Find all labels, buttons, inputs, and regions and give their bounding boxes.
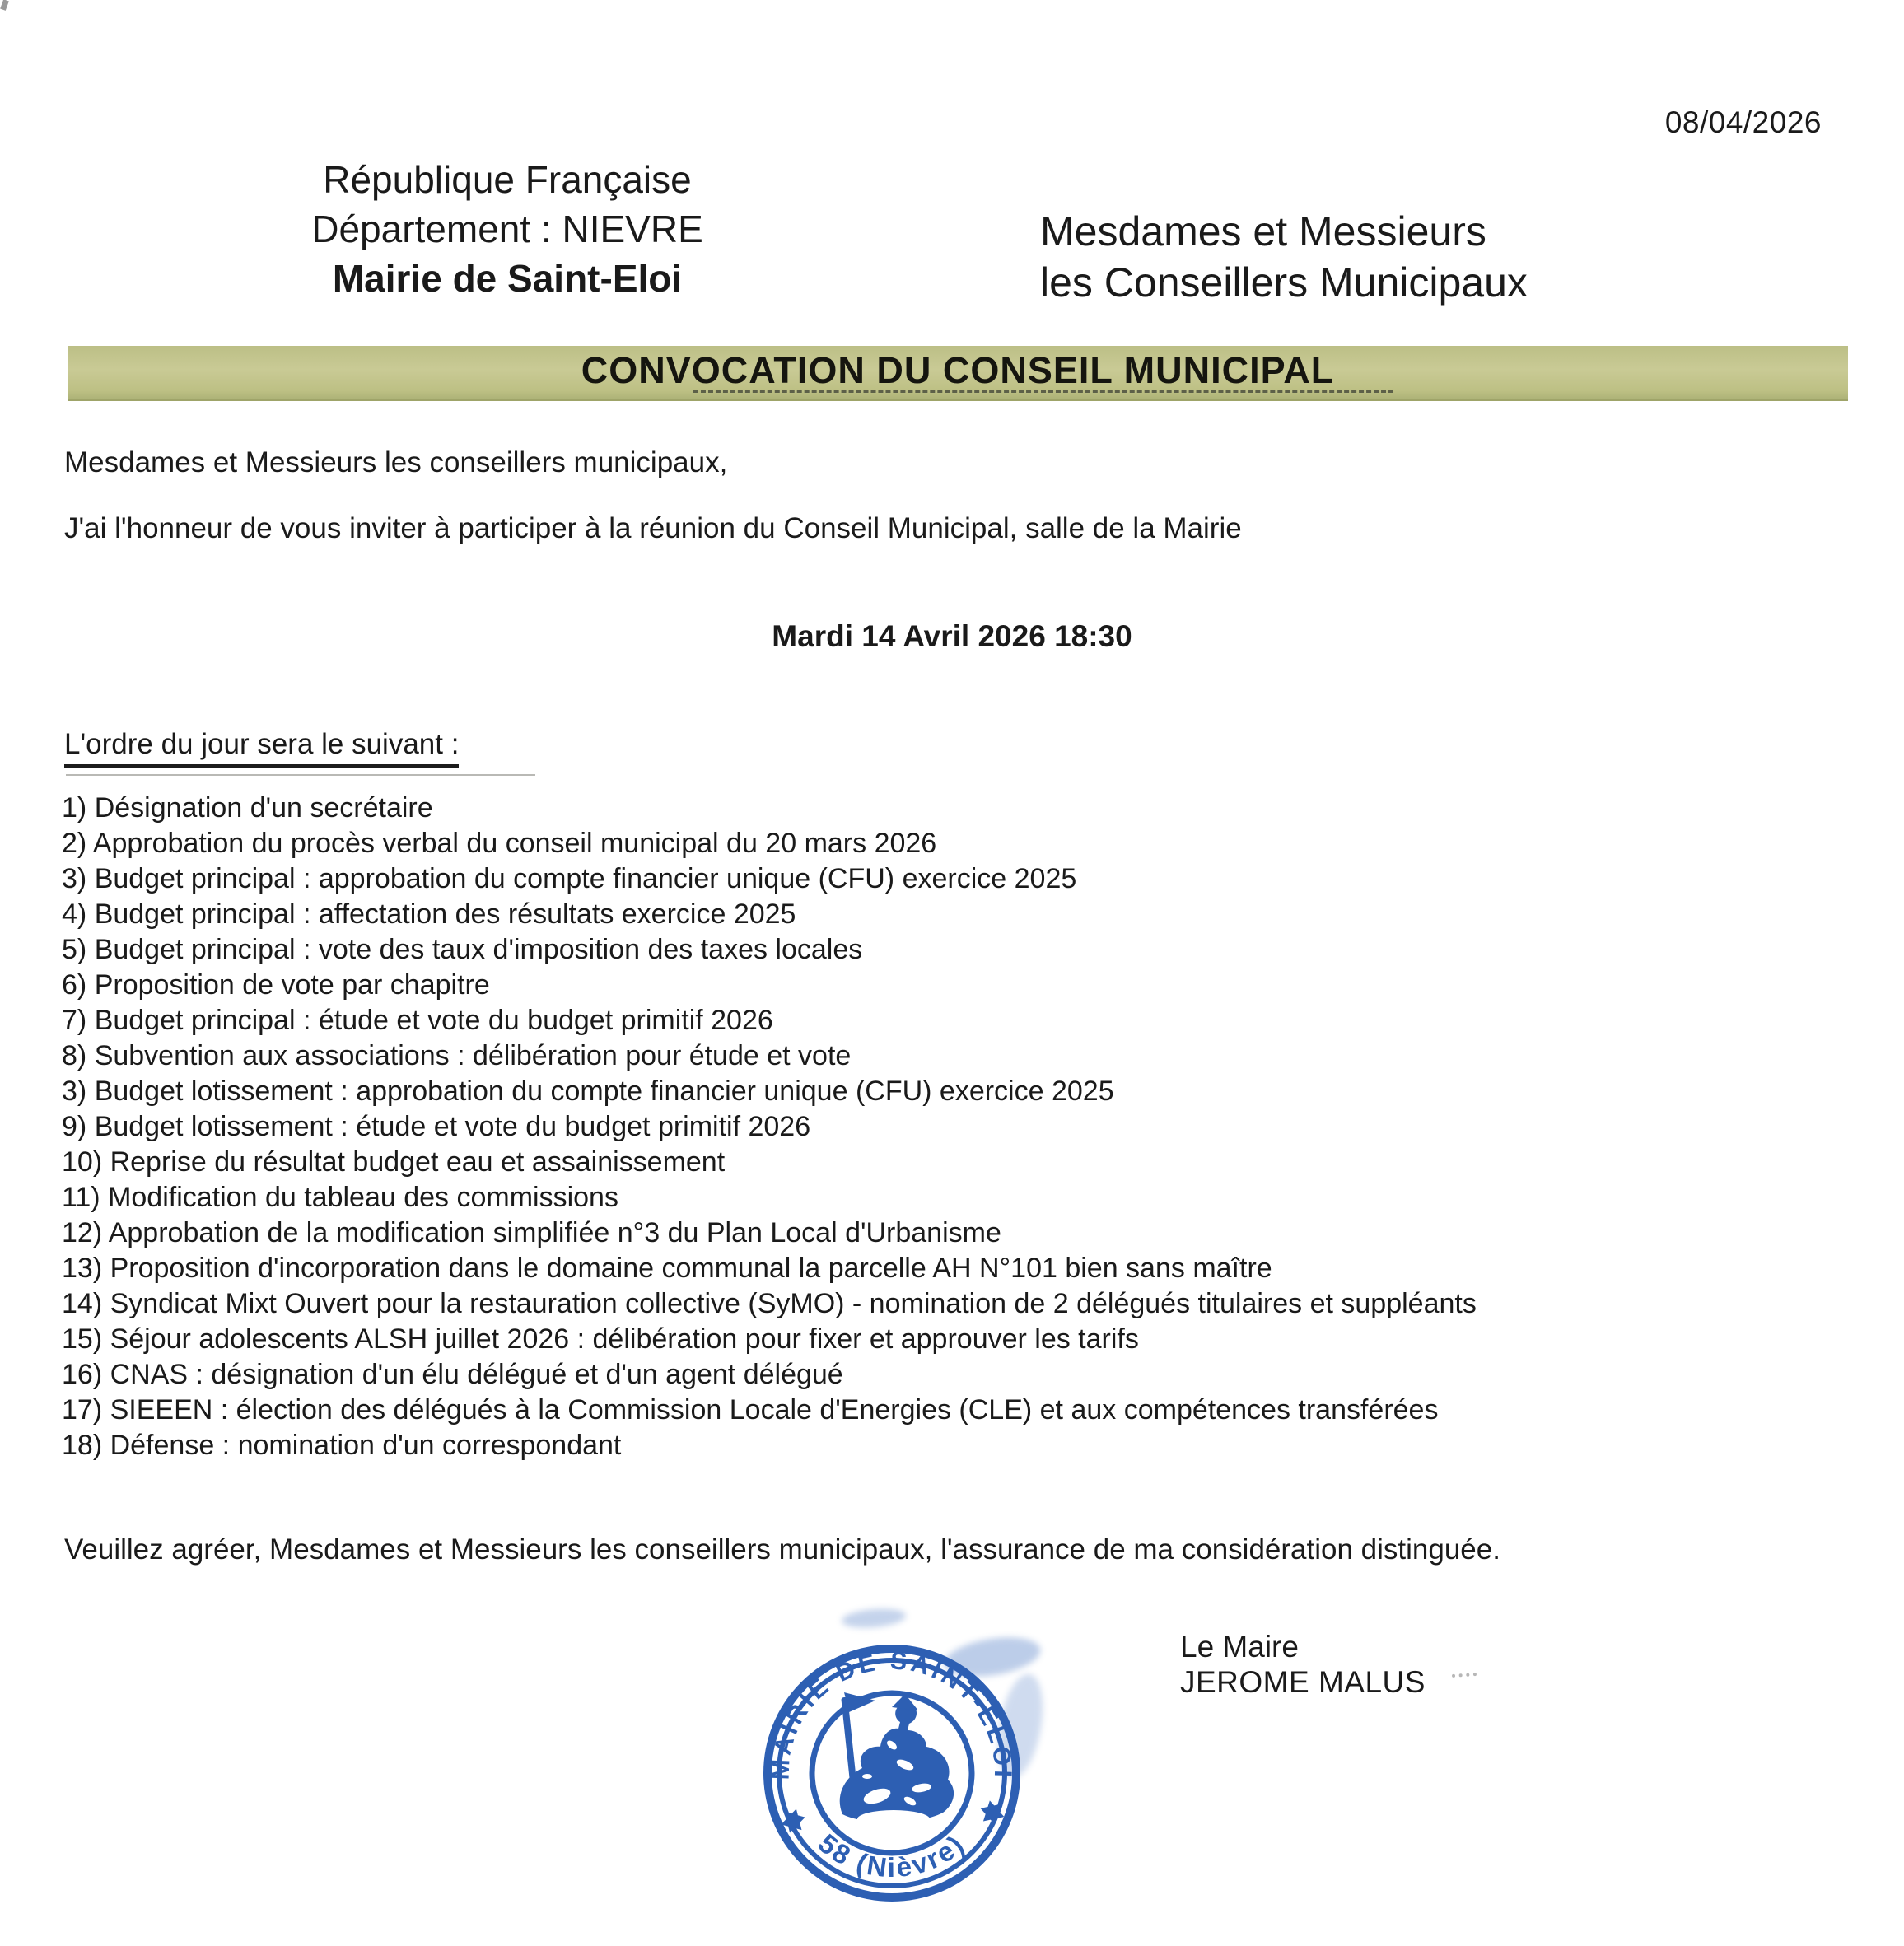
agenda-item-text: Proposition de vote par chapitre <box>94 969 490 1001</box>
agenda-item-text: Budget principal : étude et vote du budget primitif 2026 <box>94 1005 773 1036</box>
scan-artifact-line <box>693 390 1393 393</box>
agenda-item <box>62 1251 1477 1286</box>
agenda-item-number: 2) <box>62 828 93 859</box>
agenda-item-number: 14) <box>62 1288 110 1319</box>
agenda-item-text: Proposition d'incorporation dans le domaine communal la parcelle AH N°101 bien sans maître <box>110 1253 1272 1284</box>
document-title: CONVOCATION DU CONSEIL MUNICIPAL <box>581 349 1335 391</box>
title-banner <box>68 346 1848 401</box>
agenda-heading: L'ordre du jour sera le suivant : <box>64 728 459 768</box>
agenda-item <box>62 968 1477 1003</box>
agenda-item <box>62 932 1477 968</box>
agenda-item-text: Budget lotissement : approbation du compte financier unique (CFU) exercice 2025 <box>94 1076 1114 1107</box>
agenda-item-number: 7) <box>62 1005 95 1036</box>
agenda-item <box>62 1286 1477 1322</box>
agenda-item <box>62 1428 1477 1463</box>
stamp-top-text: MAIRIE DE SAINT-ELOI <box>767 1647 1017 1781</box>
agenda-item-number: 5) <box>62 934 95 965</box>
agenda-item-number: 9) <box>62 1111 95 1142</box>
recipient-line-2: les Conseillers Municipaux <box>1040 259 1528 306</box>
scan-noise <box>1452 1673 1477 1678</box>
agenda-item-number: 11) <box>62 1182 109 1213</box>
meeting-datetime: Mardi 14 Avril 2026 18:30 <box>772 619 1132 653</box>
recipient-header <box>1040 206 1528 308</box>
agenda-item-text: Budget lotissement : étude et vote du budget primitif 2026 <box>94 1111 811 1142</box>
agenda-item-text: Syndicat Mixt Ouvert pour la restauration collective (SyMO) - nomination de 2 délégués titulaires et suppléants <box>110 1288 1477 1319</box>
agenda-item-text: Subvention aux associations : délibération pour étude et vote <box>94 1040 852 1071</box>
agenda-item-text: CNAS : désignation d'un élu délégué et d'un agent délégué <box>110 1359 843 1390</box>
agenda-item-text: Budget principal : vote des taux d'imposition des taxes locales <box>94 934 863 965</box>
closing-sentence: Veuillez agréer, Mesdames et Messieurs les conseillers municipaux, l'assurance de ma considération distinguée. <box>64 1533 1500 1566</box>
agenda-item-number: 8) <box>62 1040 95 1071</box>
agenda-item <box>62 1322 1477 1357</box>
stamp-bottom-text: 58 (Nièvre) <box>812 1827 972 1883</box>
agenda-item-text: Séjour adolescents ALSH juillet 2026 : délibération pour fixer et approuver les tarifs <box>110 1323 1139 1355</box>
agenda-item-text: Approbation du procès verbal du conseil municipal du 20 mars 2026 <box>92 828 937 859</box>
signer-name: JEROME MALUS <box>1180 1665 1426 1699</box>
agenda-item <box>62 1074 1477 1109</box>
agenda-item <box>62 861 1477 897</box>
agenda-item <box>62 1216 1477 1251</box>
letter-date: 08/04/2026 <box>1664 105 1822 139</box>
agenda-item-text: SIEEEN : élection des délégués à la Commission Locale d'Energies (CLE) et aux compétences transférées <box>110 1394 1439 1426</box>
agenda-item <box>62 1038 1477 1074</box>
agenda-item <box>62 897 1477 932</box>
scan-speck <box>0 0 9 11</box>
agenda-item-number: 3) <box>62 863 95 894</box>
agenda-item-number: 18) <box>62 1430 110 1461</box>
agenda-item-number: 6) <box>62 969 95 1001</box>
agenda-item-number: 1) <box>62 792 95 824</box>
signature-block <box>1180 1629 1426 1700</box>
agenda-item-number: 13) <box>62 1253 110 1284</box>
agenda-item-text: Budget principal : approbation du compte financier unique (CFU) exercice 2025 <box>94 863 1077 894</box>
departement-line: Département : NIEVRE <box>311 208 703 250</box>
agenda-item <box>62 1393 1477 1428</box>
agenda-item-text: Budget principal : affectation des résultats exercice 2025 <box>94 898 796 930</box>
stamp-seal-graphic <box>752 1633 1032 1913</box>
agenda-item-number: 17) <box>62 1394 110 1426</box>
agenda-item-text: Modification du tableau des commissions <box>108 1182 618 1213</box>
mairie-line: Mairie de Saint-Eloi <box>332 257 683 300</box>
sender-header <box>305 155 710 303</box>
agenda-item <box>62 1145 1477 1180</box>
agenda-item <box>62 1357 1477 1393</box>
agenda-item-number: 12) <box>62 1217 109 1248</box>
invitation-sentence: J'ai l'honneur de vous inviter à participer à la réunion du Conseil Municipal, salle de la Mairie <box>64 512 1242 544</box>
underline-echo <box>66 774 535 776</box>
saint-eloi-figure <box>840 1692 954 1828</box>
agenda-item-number: 15) <box>62 1323 110 1355</box>
republique-line: République Française <box>323 158 692 201</box>
agenda-item <box>62 1180 1477 1216</box>
agenda-item-number: 4) <box>62 898 95 930</box>
agenda-item-number: 3) <box>62 1076 95 1107</box>
agenda-item-number: 10) <box>62 1146 110 1178</box>
agenda-item <box>62 1109 1477 1145</box>
salutation: Mesdames et Messieurs les conseillers municipaux, <box>64 446 728 478</box>
agenda-item-text: Reprise du résultat budget eau et assainissement <box>110 1146 726 1178</box>
agenda-item <box>62 826 1477 861</box>
agenda-item <box>62 791 1477 826</box>
ink-smudge <box>841 1607 907 1631</box>
municipal-stamp <box>752 1633 1032 1913</box>
svg-text:58 (Nièvre) <box>813 1827 971 1883</box>
agenda-item-text: Désignation d'un secrétaire <box>94 792 433 824</box>
agenda-item-text: Approbation de la modification simplifiée n°3 du Plan Local d'Urbanisme <box>108 1217 1001 1248</box>
agenda-item-text: Défense : nomination d'un correspondant <box>110 1430 622 1461</box>
agenda-list <box>62 791 1477 1463</box>
agenda-item-number: 16) <box>62 1359 110 1390</box>
recipient-line-1: Mesdames et Messieurs <box>1040 208 1486 254</box>
agenda-item <box>62 1003 1477 1038</box>
signer-role: Le Maire <box>1180 1630 1299 1664</box>
